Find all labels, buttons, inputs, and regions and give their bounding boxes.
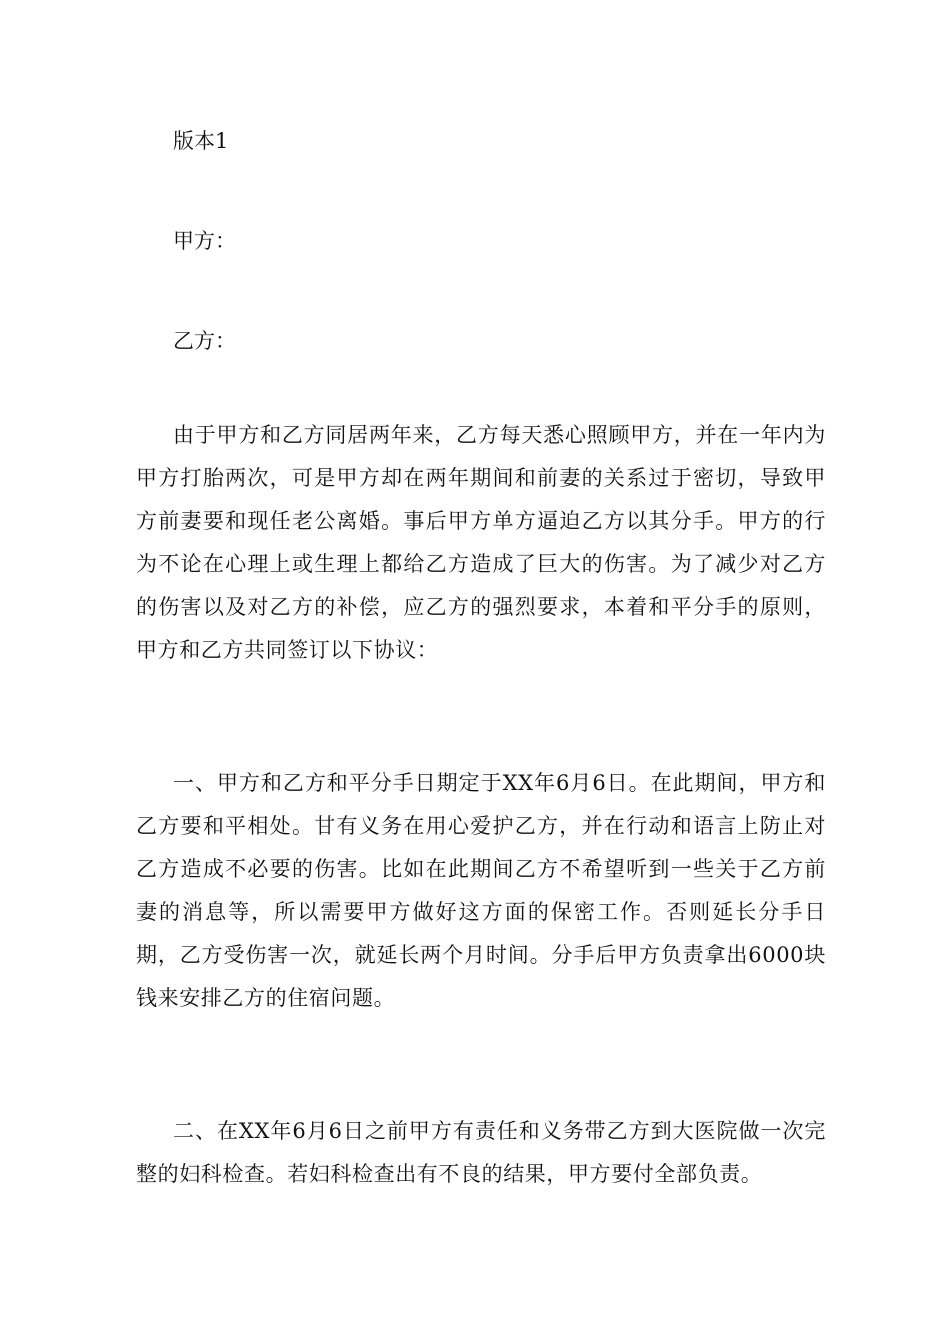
version-label: 版本1 [173, 129, 229, 153]
preamble-paragraph: 由于甲方和乙方同居两年来，乙方每天悉心照顾甲方，并在一年内为甲方打胎两次，可是甲方却在两年期间和前妻的关系过于密切，导致甲方前妻要和现任老公离婚。事后甲方单方逼迫乙方以其分手。甲方的行为不论在心理上或生理上都给乙方造成了巨大的伤害。为了减少对乙方的伤害以及对乙方的补偿，应乙方的强烈要求，本着和平分手的原则，甲方和乙方共同签订以下协议： [136, 423, 826, 662]
party-b-label: 乙方： [173, 329, 236, 353]
clause-2-paragraph: 二、在XX年6月6日之前甲方有责任和义务带乙方到大医院做一次完整的妇科检查。若妇科检查出有不良的结果，甲方要付全部负责。 [136, 1119, 826, 1186]
clause-1-paragraph: 一、甲方和乙方和平分手日期定于XX年6月6日。在此期间，甲方和乙方要和平相处。甘有义务在用心爱护乙方，并在行动和语言上防止对乙方造成不必要的伤害。比如在此期间乙方不希望听到一些关于乙方前妻的消息等，所以需要甲方做好这方面的保密工作。否则延长分手日期，乙方受伤害一次，就延长两个月时间。分手后甲方负责拿出6000块钱来安排乙方的住宿问题。 [136, 771, 826, 1010]
party-a-label: 甲方： [173, 229, 236, 253]
